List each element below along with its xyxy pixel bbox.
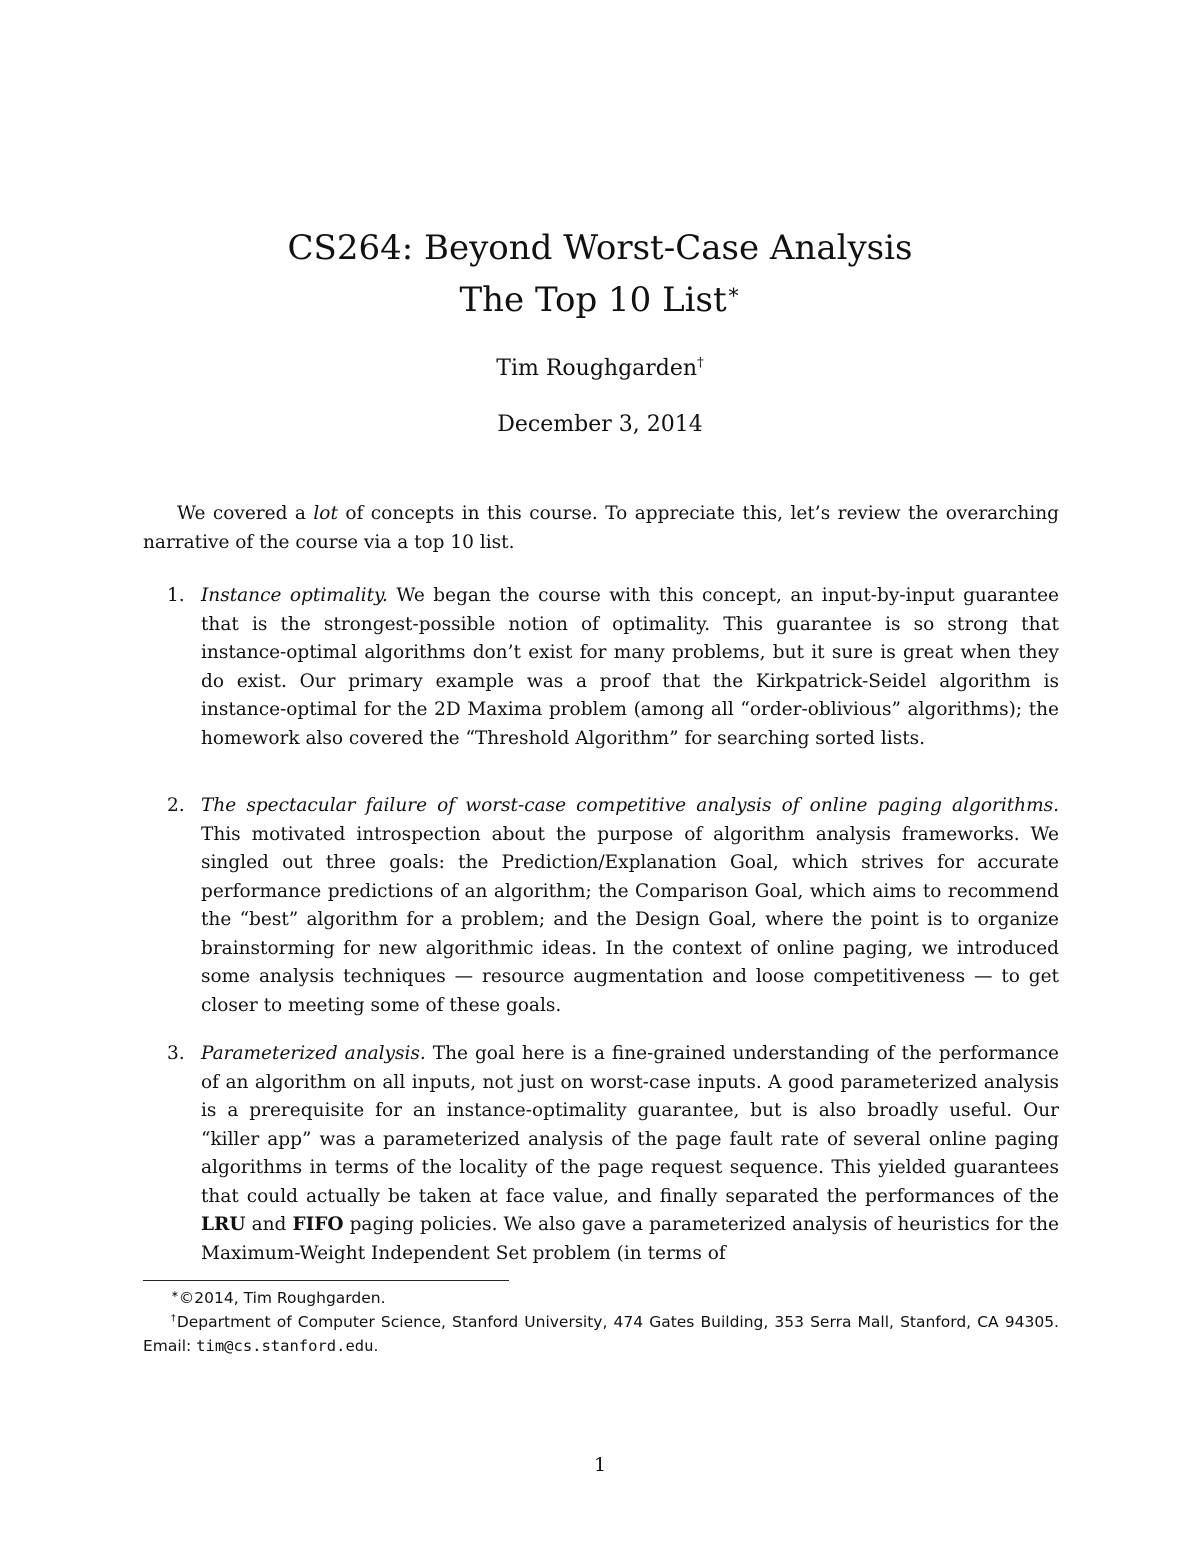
email-link[interactable]: tim@cs.stanford.edu	[196, 1337, 374, 1355]
paper-title-line-2: The Top 10 List∗	[459, 279, 741, 320]
page-number: 1	[593, 1454, 607, 1476]
list-item-2	[167, 792, 1059, 1020]
title-footnote-mark: ∗	[726, 279, 741, 304]
footnote-1: ∗©2014, Tim Roughgarden.	[171, 1288, 386, 1307]
date: December 3, 2014	[497, 412, 703, 437]
list-item-text: The goal here is a fine-grained understanding of the performance of an algorithm on all inputs, not just on worst-case inputs. A good parameterized analysis is a prerequisite for an instance-optimality guarantee, but is also broadly useful. Our “killer app” was a parameterized analysis of the page fault rate of several online paging algorithms in terms of the locality of the page request sequence. This yielded guarantees that could actually be taken at face value, and finally separated the performances of the	[201, 1043, 1059, 1207]
footnote-2: †Department of Computer Science, Stanford University, 474 Gates Building, 353 Serra Mall, Stanford, CA 94305. Email: tim@cs.stanford.edu.	[143, 1312, 1059, 1355]
list-item-number: 2.	[167, 795, 185, 816]
list-item-1	[167, 582, 1059, 753]
list-item-number: 3.	[167, 1043, 185, 1064]
list-item-text: This motivated introspection about the purpose of algorithm analysis frameworks. We singled out three goals: the Prediction/Explanation Goal, which strives for accurate performance predictions of an algorithm; the Comparison Goal, which aims to recommend the “best” algorithm for a problem; and the Design Goal, where the point is to organize brainstorming for new algorithmic ideas. In the context of online paging, we introduced some analysis techniques — resource augmentation and loose competitiveness — to get closer to meeting some of these goals.	[201, 823, 1059, 1016]
fifo-label: FIFO	[292, 1214, 344, 1235]
intro-paragraph: We covered a lot of concepts in this course. To appreciate this, let’s review the overarching narrative of the course via a top 10 list.	[143, 503, 1059, 553]
footnote-rule	[143, 1280, 509, 1281]
paper-title-line-1: CS264: Beyond Worst-Case Analysis	[287, 228, 913, 268]
copyright-symbol: ©	[178, 1289, 195, 1307]
author	[0, 354, 1200, 384]
lru-label: LRU	[201, 1214, 246, 1235]
intro-emphasis: lot	[313, 503, 338, 524]
list-item-text: We began the course with this concept, an input-by-input guarantee that is the strongest-possible notion of optimality. This guarantee is so strong that instance-optimal algorithms don’t exist for many problems, but it sure is great when they do exist. Our primary example was a proof that the Kirkpatrick-Seidel algorithm is instance-optimal for the 2D Maxima problem (among all “order-oblivious” algorithms); the homework also covered the “Threshold Algorithm” for searching sorted lists.	[201, 585, 1059, 749]
list-item-number: 1.	[167, 585, 185, 606]
author-name: Tim Roughgarden	[496, 356, 698, 381]
list-item-3: 3. Parameterized analysis. The goal here is a fine-grained understanding of the performance of an algorithm on all inputs, not just on worst-case inputs. A good parameterized analysis is a prerequisite for an instance-optimality guarantee, but is also broadly useful. Our “killer app” was a parameterized analysis of the page fault rate of several online paging algorithms in terms of the locality of the page request sequence. This yielded guarantees that could actually be taken at face value, and finally separated the performances of the LRU and FIFO paging policies. We also gave a parameterized analysis of heuristics for the Maximum-Weight Independent Set problem (in terms of	[201, 1040, 1059, 1268]
list-item-heading: Instance optimality.	[201, 585, 388, 606]
list-item-heading: Parameterized analysis.	[201, 1043, 426, 1064]
author-footnote-mark: †	[697, 355, 704, 371]
list-item-heading: The spectacular failure of worst-case competitive analysis of online paging algorithms.	[201, 795, 1059, 816]
